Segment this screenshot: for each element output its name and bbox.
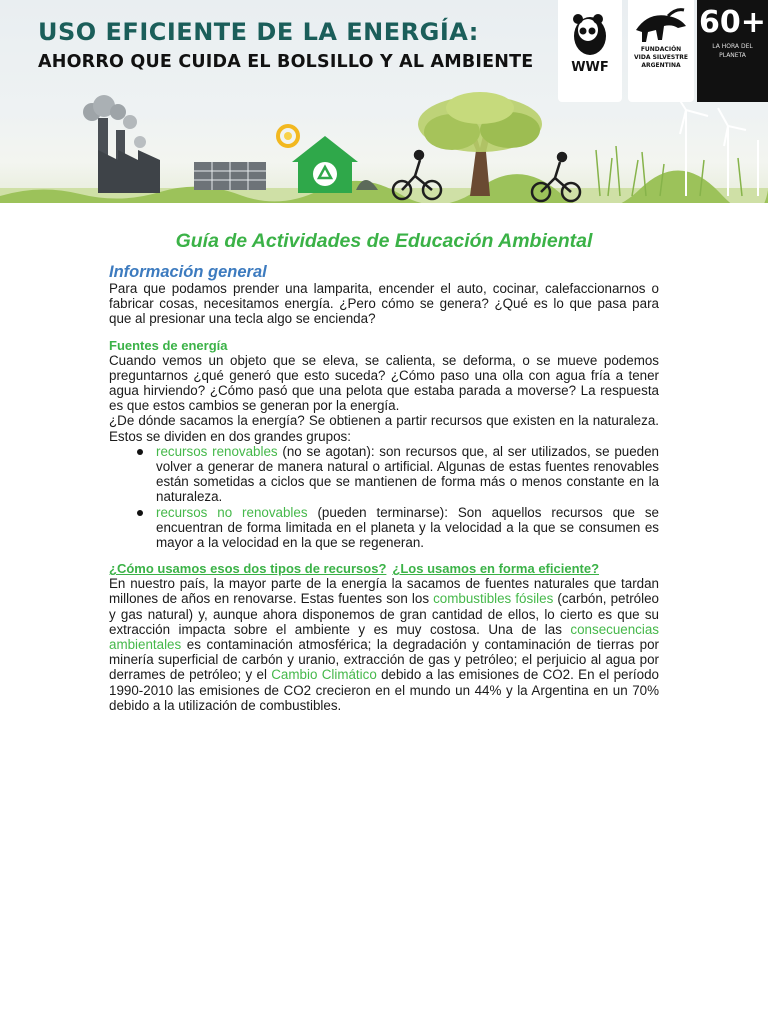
fuentes-paragraph-1: Cuando vemos un objeto que se eleva, se calienta, se deforma, o se mueve podemos preguntarnos ¿qué generó que esto suceda? ¿Cómo paso una olla con agua fría a tener agua hirviendo? ¿Cómo pasó que una pelota que estaba parada a moverse? La respuesta es que estos cambios se generan por la energía. [109, 352, 659, 414]
final-text-4: debido a las emisiones de CO2. En el período 1990-2010 las emisiones de CO2 crecieron en el mundo un 44% y la Argentina en un 70% debido a la utilización de combustibles. [109, 667, 659, 713]
solar-panel-icon [194, 162, 266, 190]
document-body [109, 225, 659, 713]
earth-hour-number: 60+ [699, 5, 766, 40]
fvsa-logo [628, 0, 694, 102]
earth-hour-logo [697, 0, 768, 102]
term-combustibles-fosiles: combustibles fósiles [433, 591, 554, 607]
wwf-logo-text: WWF [571, 60, 609, 75]
fuentes-paragraph-2: ¿De dónde sacamos la energía? Se obtienen a partir recursos que existen en la naturaleza. Estos se dividen en dos grandes grupos: [109, 413, 659, 444]
question-1: ¿Cómo usamos esos dos tipos de recursos? [109, 561, 387, 577]
wwf-logo [558, 0, 622, 102]
anteater-icon [628, 0, 694, 50]
resource-list [109, 444, 659, 550]
sun-icon [278, 126, 298, 146]
final-text-1: En nuestro país, la mayor parte de la energía la sacamos de fuentes naturales que tardan millones de años en renovarse. Estas fuentes son los [109, 576, 659, 607]
banner-subtitle: AHORRO QUE CUIDA EL BOLSILLO Y AL AMBIENTE [38, 52, 534, 72]
list-item-text: (no se agotan): son recursos que, al ser utilizados, se pueden volver a generar de manera natural o artificial. Algunas de estas fuentes renovables están sometidas a ciclos que se mantienen de forma más o menos constante en la naturaleza. [156, 443, 660, 505]
final-text-2: (carbón, petróleo y gas natural) y, aunque ahora disponemos de gran cantidad de ellos, lo cierto es que su extracción impacta sobre el ambiente y es muy costosa. Una de las [109, 591, 659, 637]
recycle-house-icon [292, 136, 378, 193]
banner-title: USO EFICIENTE DE LA ENERGÍA: [38, 18, 479, 46]
info-paragraph: Para que podamos prender una lamparita, encender el auto, cocinar, calefaccionarnos o fabricar cosas, necesitamos energía. ¿Pero cómo se genera? ¿Qué es lo que pasa para que al presionar una tecla algo se encienda? [109, 281, 659, 327]
document-title: Guía de Actividades de Educación Ambiental [175, 230, 593, 252]
question-2: ¿Los usamos en forma eficiente? [392, 561, 600, 577]
final-paragraph [109, 576, 659, 713]
bullet-icon [137, 449, 143, 455]
header-banner [0, 0, 768, 203]
questions-heading [109, 561, 659, 576]
list-item-text: (pueden terminarse): Son aquellos recursos que se encuentran de forma limitada en el planeta y la velocidad a la que se consumen es mayor a la velocidad en la que se regeneran. [156, 504, 659, 551]
list-item [137, 444, 659, 505]
list-item-term: recursos no renovables [156, 504, 308, 520]
fvsa-logo-text: FUNDACIÓN VIDA SILVESTRE ARGENTINA [634, 46, 689, 69]
list-item-term: recursos renovables [156, 443, 278, 459]
info-heading: Información general [109, 263, 267, 281]
earth-hour-text: LA HORA DEL PLANETA [712, 43, 753, 59]
bullet-icon [137, 510, 143, 516]
factory-icon [83, 95, 160, 193]
list-item [137, 505, 659, 551]
term-cambio-climatico: Cambio Climático [271, 667, 377, 683]
fuentes-heading: Fuentes de energía [109, 337, 228, 353]
final-text-3: es contaminación atmosférica; la degradación y contaminación de tierras por minería superficial de carbón y uranio, extracción de gas y petróleo; el perjuicio al agua por derrames de petróleo; y el [109, 637, 659, 683]
term-consecuencias-ambientales: consecuencias ambientales [109, 621, 659, 653]
panda-icon [558, 0, 622, 102]
